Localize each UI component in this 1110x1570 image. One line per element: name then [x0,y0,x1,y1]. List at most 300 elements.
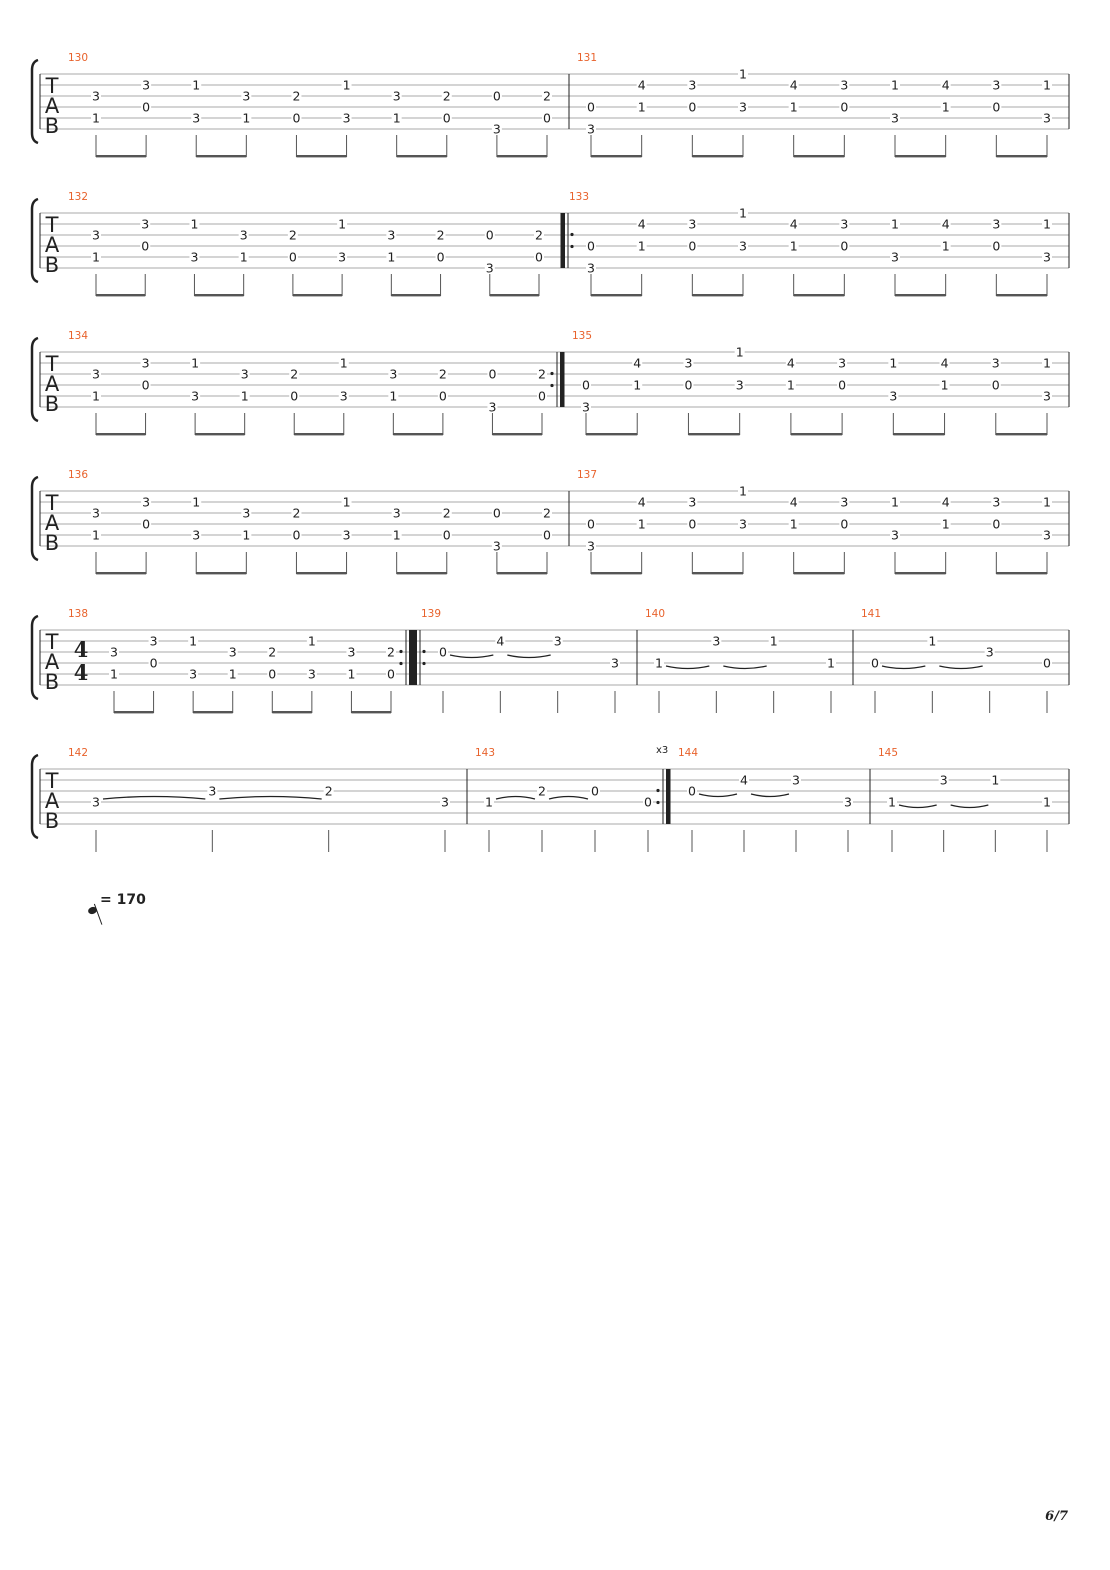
fret-number: 0 [387,666,395,682]
fret-number: 4 [940,355,949,371]
fret-number: 0 [535,249,543,265]
fret-number: 0 [871,655,879,671]
measure-number: 140 [645,608,666,620]
fret-number: 3 [228,644,237,660]
fret-number: 3 [1043,527,1051,543]
time-signature-bottom: 4 [73,660,89,685]
fret-number: 3 [92,227,100,243]
fret-number: 1 [192,494,201,510]
beam [791,433,842,435]
fret-number: 0 [290,388,299,404]
fret-number: 2 [290,366,299,382]
fret-number: 3 [339,388,348,404]
slur [666,666,709,669]
beam [114,711,154,713]
fret-number: 3 [611,655,619,671]
fret-number: 2 [538,366,546,382]
slur [103,797,205,800]
measure-131 [577,52,1069,157]
fret-number: 0 [141,238,150,254]
fret-number: 3 [242,505,251,521]
fret-number: 3 [92,366,100,382]
fret-number: 1 [92,110,100,126]
tab-clef-t: T [45,769,59,793]
measure-130 [68,52,569,157]
fret-number: 1 [392,527,401,543]
beam [96,155,146,157]
measure-142 [68,747,467,852]
fret-number: 3 [392,88,401,104]
beam [996,294,1047,296]
fret-number: 3 [1043,249,1051,265]
fret-number: 4 [637,77,646,93]
beam [591,572,642,574]
fret-number: 0 [436,249,445,265]
fret-number: 4 [740,772,748,788]
beam [397,572,447,574]
fret-number: 1 [239,249,248,265]
fret-number: 4 [637,494,646,510]
slur [496,797,535,800]
fret-number: 3 [392,505,401,521]
staff-system [32,330,1069,435]
fret-number: 3 [92,88,100,104]
fret-number: 1 [338,216,347,232]
beam [688,433,739,435]
fret-number: 1 [1043,794,1051,810]
fret-number: 3 [840,494,849,510]
fret-number: 0 [439,644,447,660]
fret-number: 4 [637,216,646,232]
fret-number: 1 [786,377,795,393]
measure-140 [645,608,853,713]
fret-number: 1 [485,794,493,810]
fret-number: 0 [141,377,150,393]
measure-number: 132 [68,191,89,203]
fret-number: 1 [633,377,642,393]
measure-141 [861,608,1069,713]
fret-number: 1 [789,238,798,254]
repeat-start-thick-bar [561,213,565,268]
fret-number: 1 [92,388,100,404]
tab-clef-b: B [44,114,60,138]
beam [692,572,743,574]
fret-number: 3 [688,494,697,510]
fret-number: 3 [739,99,747,115]
fret-number: 3 [141,355,150,371]
repeat-dot [656,801,659,804]
fret-number: 3 [208,783,217,799]
beam [296,155,346,157]
fret-number: 4 [789,216,798,232]
tab-clef-b: B [44,392,60,416]
time-signature-top: 4 [73,637,89,662]
tab-clef-a: A [44,511,60,535]
page-number: 6/7 [1045,1509,1068,1524]
fret-number: 3 [190,249,199,265]
beam [490,294,539,296]
system-bracket [32,60,38,143]
repeat-dot [399,650,402,653]
beam [996,155,1047,157]
fret-number: 0 [438,388,447,404]
measure-number: 143 [475,747,496,759]
measure-145 [878,747,1069,852]
fret-number: 2 [442,505,451,521]
fret-number: 0 [587,516,595,532]
fret-number: 3 [488,399,497,415]
measure-136 [68,469,569,574]
fret-number: 1 [739,66,747,82]
fret-number: 3 [712,633,721,649]
beam [397,155,447,157]
measure-number: 144 [678,747,699,759]
measure-134 [68,330,564,435]
fret-number: 1 [92,249,100,265]
beam [497,572,547,574]
fret-number: 4 [496,633,505,649]
measure-138 [68,608,413,713]
fret-number: 3 [992,216,1001,232]
measure-132 [68,191,561,296]
beam [492,433,542,435]
staff-system [32,469,1069,574]
fret-number: 1 [389,388,398,404]
fret-number: 2 [538,783,546,799]
tab-clef-t: T [45,213,59,237]
fret-number: 2 [288,227,297,243]
fret-number: 1 [637,238,646,254]
tab-clef-b: B [44,253,60,277]
fret-number: 0 [292,110,301,126]
beam [497,155,547,157]
fret-number: 3 [192,110,201,126]
fret-number: 4 [941,77,950,93]
repeat-dot [570,245,573,248]
tab-clef-a: A [44,372,60,396]
fret-number: 1 [941,238,950,254]
beam [692,155,743,157]
fret-number: 3 [735,377,744,393]
fret-number: 1 [941,99,950,115]
fret-number: 3 [338,249,347,265]
fret-number: 1 [1043,77,1051,93]
fret-number: 1 [242,110,251,126]
fret-number: 3 [242,88,251,104]
fret-number: 0 [840,516,849,532]
fret-number: 3 [189,666,198,682]
measure-144 [678,747,870,852]
beam [294,433,344,435]
fret-number: 3 [792,772,800,788]
repeat-end-thick-bar [560,352,564,407]
tempo-marking [88,892,146,908]
fret-number: 1 [347,666,356,682]
fret-number: 1 [991,772,1000,788]
fret-number: 0 [587,238,595,254]
fret-number: 3 [991,355,1000,371]
tab-clef-a: A [44,94,60,118]
fret-number: 0 [492,88,501,104]
fret-number: 2 [438,366,447,382]
measure-137 [577,469,1069,574]
fret-number: 3 [342,110,351,126]
fret-number: 3 [192,527,201,543]
beam [391,294,440,296]
slur [951,805,989,808]
slur [450,655,493,658]
fret-number: 3 [939,772,948,788]
fret-number: 1 [888,794,896,810]
fret-number: 2 [324,783,333,799]
fret-number: 1 [307,633,316,649]
fret-number: 3 [838,355,847,371]
fret-number: 3 [891,249,899,265]
fret-number: 3 [149,633,158,649]
beam [96,294,145,296]
fret-number: 0 [149,655,158,671]
beam [296,572,346,574]
beam [794,294,845,296]
fret-number: 3 [141,216,150,232]
fret-number: 0 [142,516,151,532]
fret-number: 0 [688,516,697,532]
fret-number: 1 [940,377,949,393]
fret-number: 1 [1043,355,1051,371]
fret-number: 0 [142,99,151,115]
fret-number: 1 [891,77,899,93]
fret-number: 0 [538,388,546,404]
fret-number: 3 [307,666,316,682]
system-bracket [32,199,38,282]
beam [196,155,246,157]
beam [692,294,743,296]
fret-number: 1 [789,516,798,532]
fret-number: 0 [587,99,595,115]
measure-143 [475,745,670,852]
fret-number: 3 [992,494,1001,510]
fret-number: 3 [110,644,118,660]
measure-number: 138 [68,608,89,620]
fret-number: 0 [485,227,494,243]
measure-number: 130 [68,52,89,64]
fret-number: 0 [840,238,849,254]
fret-number: 1 [769,633,778,649]
fret-number: 1 [339,355,348,371]
repeat-dot [550,384,553,387]
measure-number: 141 [861,608,882,620]
fret-number: 3 [142,494,151,510]
slur [699,794,737,797]
fret-number: 3 [553,633,562,649]
fret-number: 3 [191,388,200,404]
tab-clef-t: T [45,352,59,376]
beam [293,294,342,296]
fret-number: 3 [389,366,398,382]
fret-number: 0 [838,377,847,393]
repeat-end-thick-bar [409,630,413,685]
fret-number: 3 [239,227,248,243]
measure-number: 145 [878,747,899,759]
beam [591,155,642,157]
fret-number: 1 [891,216,899,232]
slur [882,666,925,669]
fret-number: 3 [844,794,852,810]
beam [272,711,312,713]
fret-number: 1 [789,99,798,115]
slur [899,805,937,808]
tab-clef-t: T [45,491,59,515]
system-bracket [32,616,38,699]
fret-number: 3 [441,794,449,810]
beam [893,433,944,435]
slur [751,794,789,797]
beam [96,572,146,574]
tab-clef-a: A [44,650,60,674]
fret-number: 2 [436,227,445,243]
fret-number: 1 [891,494,899,510]
fret-number: 0 [442,527,451,543]
fret-number: 2 [387,644,395,660]
repeat-dot [422,662,425,665]
fret-number: 0 [591,783,599,799]
fret-number: 0 [492,505,501,521]
repeat-end-thick-bar [666,769,670,824]
fret-number: 3 [587,260,595,276]
fret-number: 4 [789,494,798,510]
fret-number: 3 [840,77,849,93]
fret-number: 1 [192,77,201,93]
fret-number: 3 [688,216,697,232]
repeat-dot [422,650,425,653]
fret-number: 0 [688,238,697,254]
beam [895,294,946,296]
fret-number: 1 [110,666,118,682]
beam [351,711,391,713]
fret-number: 0 [992,516,1001,532]
fret-number: 1 [92,527,100,543]
fret-number: 2 [535,227,543,243]
fret-number: 3 [240,366,249,382]
repeat-count: x3 [656,745,669,756]
fret-number: 3 [889,388,898,404]
slur [219,797,321,800]
tab-clef-b: B [44,809,60,833]
measure-number: 136 [68,469,89,481]
fret-number: 1 [1043,494,1051,510]
system-bracket [32,477,38,560]
repeat-dot [550,372,553,375]
slur [549,797,588,800]
beam [195,433,245,435]
fret-number: 1 [190,216,199,232]
fret-number: 0 [992,238,1001,254]
fret-number: 3 [891,527,899,543]
fret-number: 3 [347,644,356,660]
fret-number: 0 [292,527,301,543]
measure-number: 131 [577,52,598,64]
fret-number: 3 [587,121,595,137]
beam [895,155,946,157]
fret-number: 0 [442,110,451,126]
fret-number: 2 [292,88,301,104]
fret-number: 2 [292,505,301,521]
fret-number: 0 [1043,655,1051,671]
fret-number: 3 [688,77,697,93]
measure-number: 139 [421,608,442,620]
fret-number: 0 [582,377,590,393]
fret-number: 1 [242,527,251,543]
fret-number: 3 [992,77,1001,93]
fret-number: 0 [543,527,551,543]
fret-number: 0 [644,794,652,810]
repeat-start-thick-bar [413,630,417,685]
slur [939,666,982,669]
fret-number: 0 [684,377,693,393]
fret-number: 3 [684,355,693,371]
fret-number: 1 [655,655,663,671]
fret-number: 3 [485,260,494,276]
fret-number: 1 [392,110,401,126]
staff-system [32,745,1069,852]
fret-number: 1 [387,249,396,265]
fret-number: 3 [342,527,351,543]
fret-number: 1 [735,344,744,360]
tab-clef-t: T [45,74,59,98]
fret-number: 0 [688,99,697,115]
fret-number: 3 [492,538,501,554]
tempo-value: = 170 [100,892,146,908]
fret-number: 2 [543,88,551,104]
tab-clef-t: T [45,630,59,654]
measure-139 [413,608,637,713]
fret-number: 0 [488,366,497,382]
fret-number: 4 [941,216,950,232]
repeat-dot [656,789,659,792]
measure-135 [572,330,1069,435]
beam [96,433,146,435]
fret-number: 4 [789,77,798,93]
fret-number: 1 [941,516,950,532]
fret-number: 0 [688,783,696,799]
beam [996,433,1047,435]
beam [193,711,233,713]
fret-number: 3 [387,227,396,243]
tab-clef-b: B [44,670,60,694]
tab-clef-a: A [44,233,60,257]
fret-number: 3 [739,516,747,532]
fret-number: 3 [92,505,100,521]
beam [996,572,1047,574]
measure-133 [561,191,1069,296]
fret-number: 3 [985,644,994,660]
measure-number: 134 [68,330,89,342]
fret-number: 1 [739,483,747,499]
fret-number: 0 [991,377,1000,393]
slur [507,655,550,658]
fret-number: 3 [587,538,595,554]
fret-number: 1 [189,633,198,649]
tab-clef-a: A [44,789,60,813]
fret-number: 1 [228,666,237,682]
beam [794,572,845,574]
fret-number: 0 [992,99,1001,115]
fret-number: 3 [1043,110,1051,126]
staff-system [32,191,1069,296]
fret-number: 1 [637,99,646,115]
fret-number: 1 [827,655,835,671]
staff-system [32,608,1069,713]
